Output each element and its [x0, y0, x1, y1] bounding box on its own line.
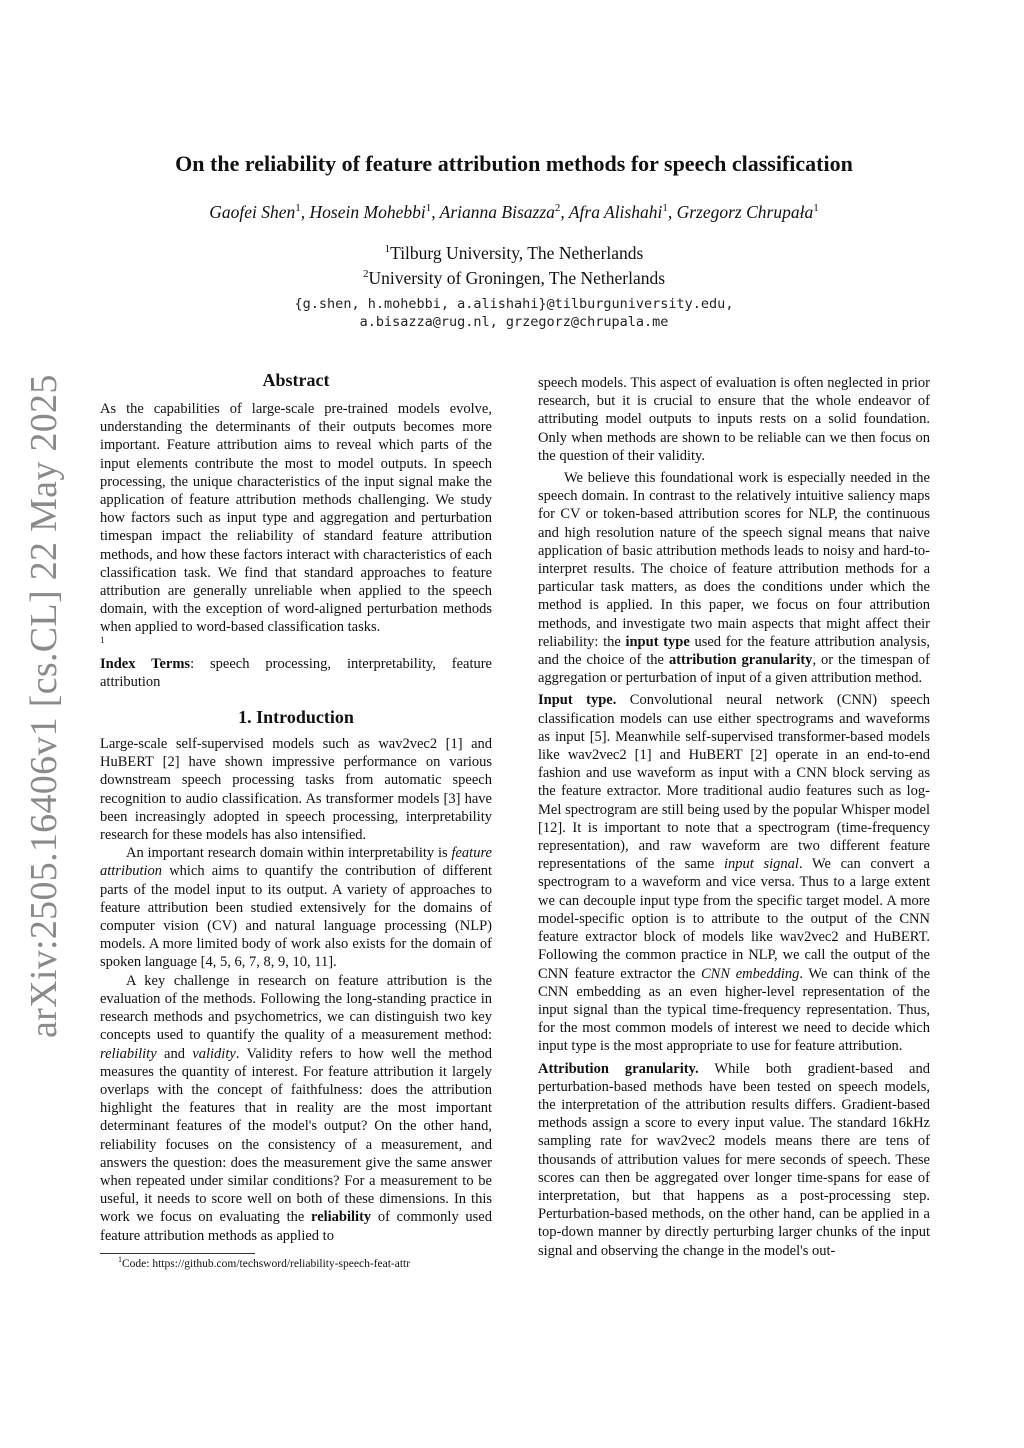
- author-name: Gaofei Shen: [209, 202, 296, 222]
- right-column: [538, 374, 930, 1260]
- affiliation-2: [100, 266, 928, 290]
- email-line-1: {g.shen, h.mohebbi, a.alishahi}@tilburguniversity.edu,: [294, 296, 734, 312]
- text-run: and: [156, 1045, 193, 1062]
- text-run: used for the feature attribution analysis, and the choice of the: [538, 633, 930, 669]
- affiliation-name: Tilburg University, The Netherlands: [390, 243, 644, 263]
- author-affil-mark: 1: [662, 202, 668, 215]
- intro-paragraph-1: Large-scale self-supervised models such as wav2vec2 [1] and HuBERT [2] have shown impressive performance on various downstream speech processing tasks from automatic speech recognition to audio classification. As transformer models [3] have been increasingly adopted in speech processing, interpretability research for these models has also intensified.: [100, 736, 492, 844]
- author-list: Gaofei Shen$^1$, Hosein Mohebbi$^1$, Arianna Bisazza$^2$, Afra Alishahi$^1$, Grzegorz Chrupała$^1$: [209, 202, 819, 222]
- emphasis: feature attribution: [100, 845, 492, 880]
- intro-paragraph-3: [100, 972, 492, 1245]
- text-run: An important research domain within interpretability is: [126, 845, 452, 862]
- email-line-2: a.bisazza@rug.nl, grzegorz@chrupala.me: [359, 314, 669, 330]
- text-run: Convolutional neural network (CNN) speech classification models can use either spectrograms and waveforms as input [5]. Meanwhile self-supervised transformer-based models like wav2vec2 [1] and HuBERT [2] operate in an end-to-end fashion and use waveform as input with a CNN block serving as the feature extractor. More traditional audio features such as log-Mel spectrogram are still being used by the popular Whisper model [12]. It is important to note that a spectrogram (time-frequency representation), and raw waveform are two different feature representations of the same: [538, 692, 931, 873]
- text-run: We believe this foundational work is especially needed in the speech domain. In contrast to the relatively intuitive saliency maps for CV or token-based attribution scores for NLP, the continuous and high resolution nature of the speech signal means that naive application of basic attribution methods leads to noisy and hard-to-interpret results. The choice of feature attribution methods for a particular task matters, as does the conditions under which the method is applied. In this paper, we focus on four attribution methods, and investigate two main aspects that might affect their reliability: the: [538, 470, 930, 650]
- paragraph-label: Input type.: [538, 692, 617, 709]
- author-name: Arianna Bisazza: [439, 202, 555, 222]
- author-affil-mark: 1: [813, 202, 819, 215]
- paper-title: On the reliability of feature attribution methods for speech classification: [175, 151, 853, 176]
- abstract-text: As the capabilities of large-scale pre-trained models evolve, understanding the determinants of their outputs becomes more important. Feature attribution aims to reveal which parts of the input elements contribute the most to model outputs. In speech processing, the unique characteristics of the input signal make the application of feature attribution methods challenging. We study how factors such as input type and aggregation and perturbation timespan impact the reliability of standard feature attribution methods, and how these factors interact with characteristics of each classification task. We find that standard approaches to feature attribution are generally unreliable when applied to the speech domain, with the exception of word-aligned perturbation methods when applied to word-based classification tasks.: [100, 401, 492, 636]
- index-terms-text: : speech processing, interpretability, feature attribution: [100, 655, 492, 690]
- attribution-granularity-paragraph: [538, 1060, 930, 1260]
- input-type-paragraph: [538, 691, 930, 1055]
- author-affil-mark: 1: [295, 202, 301, 215]
- bold-term: reliability: [311, 1209, 372, 1226]
- affiliation-1: [100, 241, 928, 265]
- text-run: While both gradient-based and perturbation-based methods have been tested on speech models, the interpretation of the attribution results differs. Gradient-based methods assign a score to every input value. The standard 16kHz sampling rate for wav2vec2 models means there are tens of thousands of attribution values for mere seconds of speech. These scores can then be aggregated over longer time-spans for ease of interpretation, but that happens as a post-processing step. Perturbation-based methods, on the other hand, can be applied in a top-down manner by directly perturbing larger chunks of the input signal and observing the change in the model's out-: [538, 1060, 930, 1259]
- text-run: . Validity refers to how well the method measures the quantity of interest. For feature attribution it largely overlaps with the concept of faithfulness: does the attribution highlight the features that in reality are the most important determinant features of the model's output? On the other hand, reliability focuses on the consistency of a measurement, and answers the question: does the measurement give the same answer when repeated under similar conditions? For a measurement to be useful, it needs to score well on both of these dimensions. In this work we focus on evaluating the: [100, 1045, 493, 1226]
- author-affil-mark: 2: [554, 202, 561, 215]
- index-terms: [100, 655, 492, 691]
- right-paragraph-2: [538, 469, 930, 687]
- emphasis: input signal: [724, 856, 799, 873]
- right-paragraph-1: speech models. This aspect of evaluation is often neglected in prior research, but it is crucial to ensure that the whole endeavor of attributing model outputs to inputs rests on a solid foundation. Only when methods are shown to be reliable can we then focus on the question of their validity.: [538, 375, 930, 464]
- intro-paragraph-2: [100, 844, 492, 971]
- author-name: Afra Alishahi: [568, 202, 663, 222]
- author-name: Hosein Mohebbi: [309, 202, 426, 222]
- affiliation-name: University of Groningen, The Netherlands: [368, 268, 666, 288]
- arxiv-watermark: arXiv:2505.16406v1 [cs.CL] 22 May 2025: [23, 374, 65, 1038]
- text-run: . We can think of the CNN embedding as an even higher-level representation of the input signal than the typical time-frequency representation. Thus, for the most common models of interest we need to decide which input type is the most appropriate to use for feature attribution.: [538, 965, 930, 1055]
- intro-heading: 1. Introduction: [238, 707, 354, 728]
- bold-term: input type: [625, 633, 690, 650]
- emphasis: CNN embedding: [700, 965, 800, 982]
- footnote-number: 1: [118, 1254, 122, 1264]
- author-name: Grzegorz Chrupała: [676, 202, 814, 222]
- footnote: [100, 1254, 492, 1272]
- paragraph-label: Attribution granularity.: [538, 1060, 699, 1077]
- index-terms-label: Index Terms: [100, 655, 191, 672]
- affiliation-number: 1: [384, 243, 391, 256]
- footnote-rule: [100, 1253, 255, 1254]
- emphasis: validity: [192, 1045, 236, 1062]
- affiliation-number: 2: [362, 268, 369, 281]
- text-run: , or the timespan of aggregation or perturbation of input of a given attribution method.: [538, 652, 931, 687]
- text-run: which aims to quantify the contribution of different parts of the model input to its output. A variety of approaches to feature attribution been studied extensively for the domains of computer vision (CV) and natural language processing (NLP) models. A more limited body of work also exists for the domain of spoken language [4, 5, 6, 7, 8, 9, 10, 11].: [100, 863, 492, 971]
- left-column: [100, 368, 492, 1272]
- footnote-text[interactable]: Code: https://github.com/techsword/reliability-speech-feat-attr: [122, 1257, 411, 1270]
- text-run: . We can convert a spectrogram to a waveform and vice versa. Thus to a large extent we can decouple input type from the specific target model. A more model-specific option is to attribute to the output of the CNN feature extractor block of models like wav2vec2 and HuBERT. Following the common practice in NLP, we call the output of the CNN feature extractor the: [538, 856, 930, 982]
- emphasis: reliability: [100, 1045, 157, 1062]
- abstract-heading: Abstract: [262, 370, 330, 390]
- text-run: of commonly used feature attribution methods as applied to: [100, 1209, 492, 1244]
- author-affil-mark: 1: [425, 202, 432, 215]
- abstract-footnote-mark: 1: [100, 634, 105, 645]
- text-run: A key challenge in research on feature attribution is the evaluation of the methods. Following the long-standing practice in research methods and psychometrics, we can distinguish two key concepts used to quantify the quality of a measurement method:: [100, 972, 492, 1044]
- bold-term: attribution granularity: [668, 652, 813, 669]
